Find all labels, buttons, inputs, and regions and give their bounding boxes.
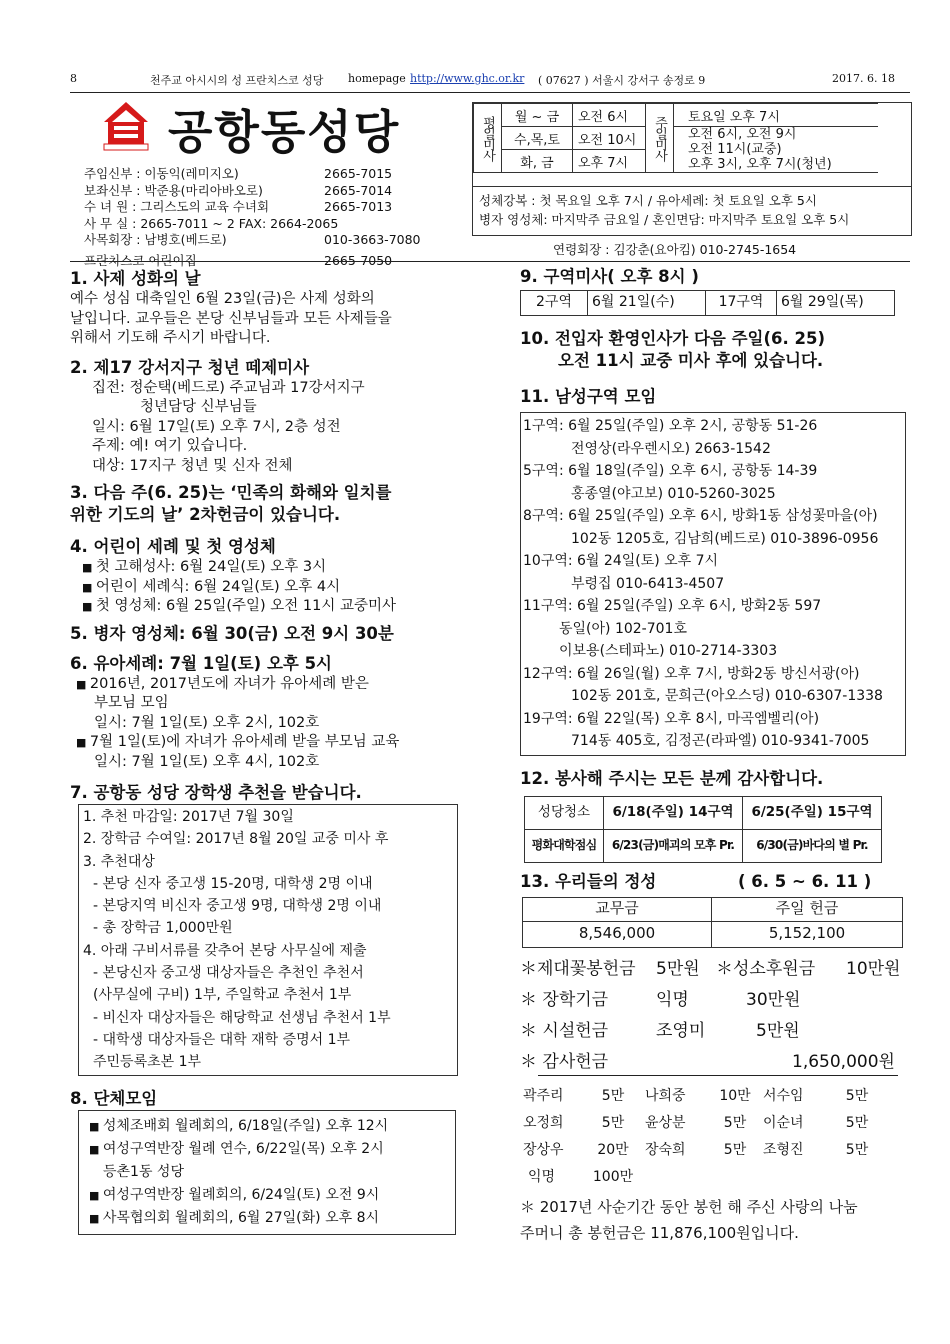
table-header: 주일 헌금 [712, 897, 903, 921]
list-item: 714동 405호, 김정곤(라파엘) 010-9341-7005 [571, 733, 870, 749]
donor-amount: 10만 [719, 1088, 751, 1105]
section-4-heading: 4. 어린이 세례 및 첫 영성체 [70, 537, 276, 556]
paragraph: 날입니다. 교우들은 본당 신부님들과 모든 사제들을 [70, 310, 392, 327]
paragraph: 집전: 정순택(베드로) 주교님과 17강서지구 [92, 379, 365, 396]
weekday-day: 수,목,토 [502, 127, 573, 150]
footnote: 주머니 총 봉헌금은 11,876,100원입니다. [520, 1223, 799, 1242]
sunday-time: 토요일 오후 7시 [674, 104, 879, 127]
list-item: 102동 1205호, 김남희(베드로) 010-3896-0956 [571, 530, 879, 547]
section-3-heading-cont: 위한 기도의 날’ 2차헌금이 있습니다. [70, 505, 341, 524]
list-item: 1구역: 6월 25일(주일) 오후 2시, 공항동 51-26 [523, 418, 818, 434]
weekday-day: 월 ~ 금 [502, 104, 573, 127]
table-cell: 6/23(금)매괴의 모후 Pr. [604, 829, 743, 862]
offering-value: 30만원 [746, 989, 801, 1010]
paragraph: 일시: 6월 17일(토) 오후 7시, 2층 성전 [92, 418, 341, 435]
left-column [70, 268, 470, 1235]
paragraph: 3. 추천대상 [83, 853, 155, 870]
donor-name: 장상우 [523, 1142, 564, 1159]
district-mass-table [520, 290, 895, 316]
address: ( 07627 ) 서울시 강서구 송정로 9 [538, 74, 706, 87]
paragraph: 청년담당 신부님들 [140, 399, 257, 415]
offering-donor: 조영미 [656, 1020, 706, 1041]
list-item: ■ 여성구역반장 월례회의, 6/24일(토) 오전 9시 [89, 1184, 455, 1207]
sunday-mass-label: 주일미사 [646, 104, 674, 173]
list-item: 10구역: 6월 24일(토) 오후 7시 [523, 553, 719, 569]
table-header: 교무금 [523, 897, 712, 921]
paragraph: (사무실에 구비) 1부, 주일학교 추천서 1부 [93, 987, 352, 1004]
section-divider [70, 261, 910, 262]
paragraph: 부모님 모임 [94, 695, 169, 711]
list-item: 동일(아) 102-701호 [559, 620, 687, 637]
paragraph: 일시: 7월 1일(토) 오후 4시, 102호 [94, 753, 320, 770]
list-item: 11구역: 6월 25일(주일) 오후 6시, 방화2동 597 [523, 598, 822, 614]
list-item: 12구역: 6월 26일(월) 오후 7시, 방화2동 방신서광(아) [523, 665, 860, 682]
table-cell: 5,152,100 [712, 921, 903, 947]
weekday-time: 오전 10시 [573, 127, 646, 150]
weekday-mass-label: 평일미사 [474, 104, 502, 173]
section-6-heading: 6. 유아세례: 7월 1일(토) 오후 5시 [70, 653, 332, 673]
footnote: ＊ 2017년 사순기간 동안 봉헌 해 주신 사랑의 나눔 [520, 1197, 858, 1216]
donor-amount: 100만 [592, 1169, 634, 1186]
sunday-times: 오전 6시, 오전 9시 오전 11시(교중) 오후 3시, 오후 7시(청년) [674, 127, 879, 173]
staff-row: 보좌신부 : 박준용(마리아바오로) 2665-7014 [84, 182, 393, 198]
list-item: 홍종열(야고보) 010-5260-3025 [571, 485, 776, 502]
right-column [520, 266, 912, 1246]
paragraph: 예수 성심 대축일인 6월 23일(금)은 사제 성화의 [70, 291, 375, 307]
paragraph: 일시: 7월 1일(토) 오후 2시, 102호 [94, 714, 320, 731]
donor-amount: 5만 [601, 1115, 625, 1132]
groups-box [78, 1110, 456, 1235]
paragraph: 4. 아래 구비서류를 갖추어 본당 사무실에 제출 [83, 942, 367, 959]
section-8-heading: 8. 단체모임 [70, 1088, 158, 1108]
staff-row: 사목회장 : 남병호(베드로) 010-3663-7080 [84, 232, 421, 247]
service-table [524, 796, 882, 863]
section-13-heading: 13. 우리들의 정성 [520, 871, 657, 891]
list-item: 전영상(라우렌시오) 2663-1542 [571, 440, 771, 457]
parish-logo [100, 100, 152, 152]
contact-line: 연령회장 : 김강춘(요아킴) 010-2745-1654 [553, 242, 797, 257]
donor-amount: 5만 [723, 1115, 747, 1132]
paragraph: - 비신자 대상자들은 해당학교 선생님 추천서 1부 [93, 1009, 391, 1026]
issue-date: 2017. 6. 18 [832, 72, 895, 85]
paragraph: 대상: 17지구 청년 및 신자 전체 [92, 457, 293, 474]
donor-amount: 5만 [723, 1142, 747, 1159]
header-divider [70, 92, 910, 93]
offering-value: 1,650,000원 [792, 1051, 895, 1072]
table-cell: 8,546,000 [523, 921, 712, 947]
table-cell: 6/18(주일) 14구역 [604, 796, 743, 829]
donor-amount: 20만 [597, 1142, 629, 1159]
homepage-label: homepage [348, 72, 406, 85]
paragraph: - 총 장학금 1,000만원 [93, 920, 233, 937]
paragraph: - 본당지역 비신자 중고생 9명, 대학생 2명 이내 [93, 898, 382, 915]
section-2-heading: 2. 제17 강서지구 청년 떼제미사 [70, 357, 310, 377]
list-item: ■ 2016년, 2017년도에 자녀가 유아세례 받은 [76, 675, 470, 695]
section-5-heading: 5. 병자 영성체: 6월 30(금) 오전 9시 30분 [70, 623, 394, 643]
paragraph: 주민등록초본 1부 [93, 1054, 202, 1071]
list-item: ■ 사목협의회 월례회의, 6월 27일(화) 오후 8시 [89, 1207, 455, 1230]
weekday-time: 오후 7시 [573, 150, 646, 173]
section-10-heading-cont: 오전 11시 교중 미사 후에 있습니다. [558, 351, 824, 370]
section-11-heading: 11. 남성구역 모임 [520, 387, 657, 406]
table-cell: 17구역 [706, 291, 777, 316]
mass-note: 성체강복 : 첫 목요일 오후 7시 / 유아세례: 첫 토요일 오후 5시 [479, 193, 817, 208]
list-item: ■ 첫 고해성사: 6월 24일(토) 오후 3시 [82, 558, 470, 578]
paragraph: 등촌1동 성당 [103, 1163, 184, 1180]
parish-name: 천주교 아시시의 성 프란치스코 성당 [150, 74, 324, 87]
offering-label: ＊ 감사헌금 [520, 1051, 609, 1072]
table-cell: 6월 21일(수) [588, 291, 706, 316]
table-cell: 6월 29일(목) [777, 291, 895, 316]
offering-value: 10만원 [846, 958, 901, 979]
homepage-link[interactable]: http://www.ghc.or.kr [410, 72, 525, 85]
offering-table [522, 897, 903, 948]
offering-label: ＊성소후원금 [716, 958, 816, 979]
list-item: 102동 201호, 문희근(아오스딩) 010-6307-1338 [571, 688, 883, 704]
offering-donor: 익명 [656, 989, 689, 1010]
list-item: 19구역: 6월 22일(목) 오후 8시, 마곡엠벨리(아) [523, 710, 820, 727]
staff-row: 수 녀 원 : 그리스도의 교육 수녀회 2665-7013 [84, 199, 393, 214]
donor-name: 서수임 [763, 1088, 804, 1105]
offering-value: 5만원 [756, 1020, 800, 1041]
section-10-heading: 10. 전입자 환영인사가 다음 주일(6. 25) [520, 329, 826, 348]
donor-name: 익명 [528, 1169, 556, 1186]
paragraph: 위해서 기도해 주시기 바랍니다. [70, 330, 271, 346]
donor-name: 나희중 [645, 1088, 686, 1105]
offering-period: ( 6. 5 ~ 6. 11 ) [738, 871, 872, 891]
donor-name: 조형진 [763, 1142, 804, 1159]
mass-schedule [472, 102, 912, 236]
list-item: 5구역: 6월 18일(주일) 오후 6시, 공항동 14-39 [523, 463, 818, 479]
paragraph: 2. 장학금 수여일: 2017년 8월 20일 교중 미사 후 [83, 831, 389, 848]
table-cell: 평화대학점심 [525, 829, 604, 862]
donor-name: 이순녀 [763, 1115, 804, 1132]
table-cell: 6/30(금)바다의 별 Pr. [743, 829, 882, 862]
list-item: ■ 여성구역반장 월례 연수, 6/22일(목) 오후 2시 [89, 1138, 455, 1161]
scholarship-box [78, 804, 458, 1076]
list-item: ■ 성체조배회 월례회의, 6/18일(주일) 오후 12시 [89, 1115, 455, 1138]
section-1-heading: 1. 사제 성화의 날 [70, 269, 201, 288]
parish-title: 공항동성당 [168, 105, 401, 159]
page-number: 8 [70, 72, 77, 85]
donor-amount: 5만 [845, 1115, 869, 1132]
staff-row: 사 무 실 : 2665-7011 ~ 2 FAX: 2664-2065 [84, 215, 339, 231]
donor-amount: 5만 [845, 1088, 869, 1105]
section-7-heading: 7. 공항동 성당 장학생 추천을 받습니다. [70, 783, 362, 802]
offering-label: ＊ 장학기금 [520, 989, 609, 1010]
list-item: ■ 7월 1일(토)에 자녀가 유아세례 받을 부모님 교육 [76, 733, 470, 753]
table-cell: 6/25(주일) 15구역 [743, 796, 882, 829]
weekday-day: 화, 금 [502, 150, 573, 173]
paragraph: - 대학생 대상자들은 대학 재학 증명서 1부 [93, 1031, 351, 1048]
offering-value: 5만원 [656, 958, 700, 979]
offering-label: ＊제대꽃봉헌금 [520, 958, 636, 979]
mass-note: 병자 영성체: 마지막주 금요일 / 혼인면담: 마지막주 토요일 오후 5시 [479, 212, 850, 227]
staff-row: 주임신부 : 이동익(레미지오) 2665-7015 [84, 166, 393, 181]
donor-name: 곽주리 [523, 1088, 564, 1105]
paragraph: - 본당 신자 중고생 15-20명, 대학생 2명 이내 [93, 875, 373, 892]
donor-name: 장숙희 [645, 1142, 686, 1159]
donor-amount: 5만 [845, 1142, 869, 1159]
donor-name: 윤상분 [645, 1115, 686, 1132]
list-item: 이보용(스테파노) 010-2714-3303 [559, 643, 778, 659]
donor-name: 오정희 [523, 1115, 564, 1132]
weekday-time: 오전 6시 [573, 104, 646, 127]
section-9-heading: 9. 구역미사( 오후 8시 ) [520, 267, 699, 286]
table-cell: 2구역 [521, 291, 588, 316]
table-cell: 성당청소 [525, 796, 604, 829]
staff-list [84, 166, 421, 269]
list-item: 부령집 010-6413-4507 [571, 575, 725, 592]
section-3-heading: 3. 다음 주(6. 25)는 ‘민족의 화해와 일치를 [70, 483, 392, 502]
paragraph: - 본당신자 중고생 대상자들은 추천인 추천서 [93, 965, 364, 982]
donor-amount: 5만 [601, 1088, 625, 1105]
staff-row: 프란치스코 어린이집 2665-7050 [84, 252, 393, 268]
paragraph: 1. 추천 마감일: 2017년 7월 30일 [83, 809, 294, 825]
list-item: ■ 첫 영성체: 6월 25일(주일) 오전 11시 교중미사 [82, 597, 470, 617]
mens-district-box [520, 412, 906, 756]
special-offerings [520, 954, 912, 1078]
paragraph: 주제: 예! 여기 있습니다. [92, 438, 248, 454]
donor-table [522, 1084, 878, 1192]
list-item: ■ 어린이 세례식: 6월 24일(토) 오후 4시 [82, 578, 470, 598]
offering-label: ＊ 시설헌금 [520, 1020, 609, 1041]
list-item: 8구역: 6월 25일(주일) 오후 6시, 방화1동 삼성꽃마을(아) [523, 508, 878, 524]
section-12-heading: 12. 봉사해 주시는 모든 분께 감사합니다. [520, 768, 824, 788]
